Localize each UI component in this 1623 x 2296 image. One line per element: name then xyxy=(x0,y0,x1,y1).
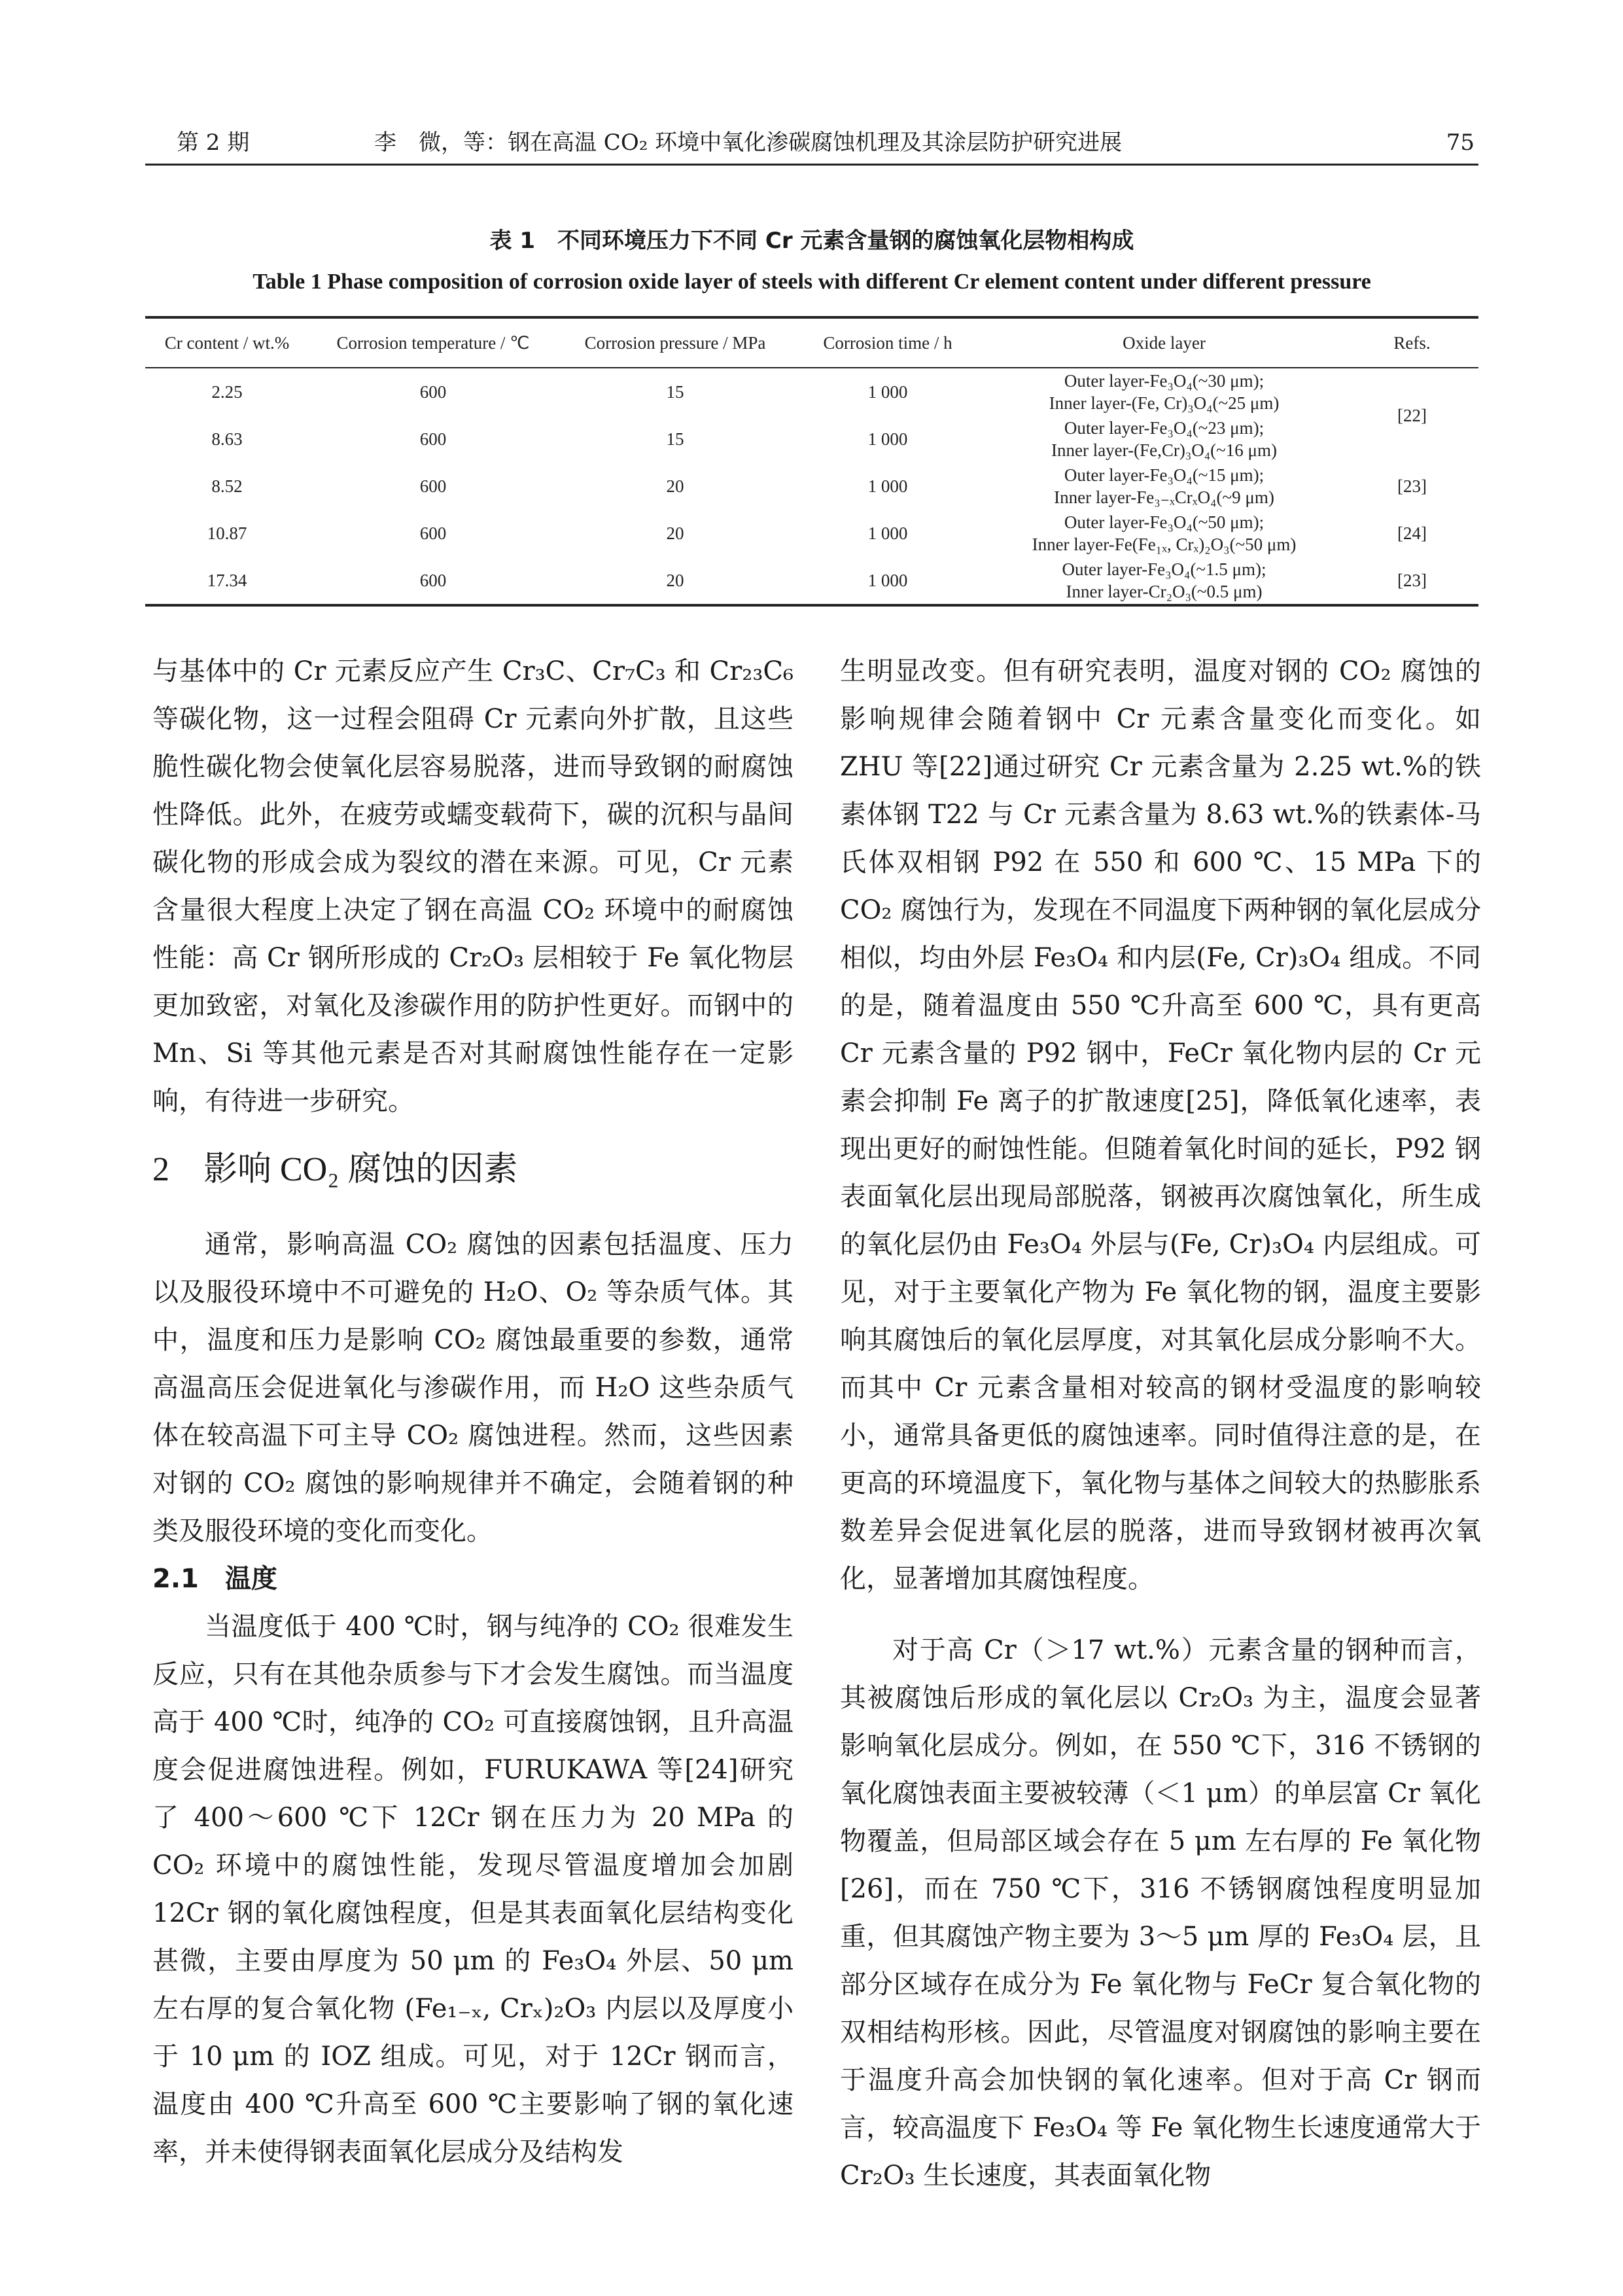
paragraph-gap xyxy=(840,1603,1481,1627)
table-caption-chinese: 表 1 不同环境压力下不同 Cr 元素含量钢的腐蚀氧化层物相构成 xyxy=(489,228,1134,254)
subsection-heading: 2.1 温度 xyxy=(152,1564,277,1594)
right-text-column xyxy=(840,648,1481,2200)
page-number: 75 xyxy=(1446,130,1475,156)
oxide-layer-cell xyxy=(983,368,1346,415)
time-cell: 1 000 xyxy=(867,523,908,543)
temperature-cell: 600 xyxy=(419,429,447,449)
column-header: Corrosion time / h xyxy=(793,317,983,368)
pressure-cell: 15 xyxy=(666,382,684,402)
time-cell: 1 000 xyxy=(793,557,983,605)
left-text-column xyxy=(152,648,794,2176)
body-paragraph: 当温度低于 400 ℃时，钢与纯净的 CO₂ 很难发生反应，只有在其他杂质参与下才会发生腐蚀。而当温度高于 400 ℃时，纯净的 CO₂ 可直接腐蚀钢，且升高温度会促进腐蚀进程。例如，FURUKAWA 等[24]研究了 400～600 ℃下 12Cr 钢在压力为 20 MPa 的 CO₂ 环境中的腐蚀性能，发现尽管温度增加会加剧 12Cr 钢的氧化腐蚀程度，但是其表面氧化层结构变化甚微，主要由厚度为 50 μm 的 Fe₃O₄ 外层、50 μm 左右厚的复合氧化物 (Fe₁₋ₓ, Crₓ)₂O₃ 内层以及厚度小于 10 μm 的 IOZ 组成。可见，对于 12Cr 钢而言，温度由 400 ℃升高至 600 ℃主要影响了钢的氧化速率，并未使得钢表面氧化层成分及结构发 xyxy=(152,1612,794,2167)
body-paragraph: 通常，影响高温 CO₂ 腐蚀的因素包括温度、压力以及服役环境中不可避免的 H₂O、O₂ 等杂质气体。其中，温度和压力是影响 CO₂ 腐蚀最重要的参数，通常高温高压会促进氧化与渗碳作用，而 H₂O 这些杂质气体在较高温下可主导 CO₂ 腐蚀进程。然而，这些因素对钢的 CO₂ 腐蚀的影响规律并不确定，会随着钢的种类及服役环境的变化而变化。 xyxy=(152,1229,794,1546)
body-paragraph: 对于高 Cr（＞17 wt.%）元素含量的钢种而言，其被腐蚀后形成的氧化层以 Cr₂O₃ 为主，温度会显著影响氧化层成分。例如，在 550 ℃下，316 不锈钢的氧化腐蚀表面主要被较薄（＜1 μm）的单层富 Cr 氧化物覆盖，但局部区域会存在 5 μm 左右厚的 Fe 氧化物[26]，而在 750 ℃下，316 不锈钢腐蚀程度明显加重，但其腐蚀产物主要为 3～5 μm 厚的 Fe₃O₄ 层，且部分区域存在成分为 Fe 氧化物与 FeCr 复合氧化物的双相结构形核。因此，尽管温度对钢腐蚀的影响主要在于温度升高会加快钢的氧化速率。但对于高 Cr 钢而言，较高温度下 Fe₃O₄ 等 Fe 氧化物生长速度通常大于 Cr₂O₃ 生长速度，其表面氧化物 xyxy=(840,1635,1481,2191)
outer-layer-text: Outer layer-Fe₃O₄(~30 μm); xyxy=(1064,371,1265,391)
reference-cell: [23] xyxy=(1397,476,1427,496)
inner-layer-text: Inner layer-Fe(Fe₁ₓ, Crₓ)₂O₃(~50 μm) xyxy=(1032,535,1297,554)
table-caption-english: Table 1 Phase composition of corrosion oxide layer of steels with different Cr element content under different pressure xyxy=(253,270,1371,294)
table-row xyxy=(145,368,1478,415)
time-cell: 1 000 xyxy=(867,476,908,496)
inner-layer-text: Inner layer-(Fe,Cr)₃O₄(~16 μm) xyxy=(1051,440,1277,460)
pressure-cell: 15 xyxy=(666,429,684,449)
pressure-cell: 20 xyxy=(666,476,684,496)
running-header xyxy=(145,128,1478,166)
cr-content-cell: 17.34 xyxy=(145,557,309,605)
cr-content-cell: 8.52 xyxy=(211,476,243,496)
cr-content-cell: 2.25 xyxy=(211,382,243,402)
table-row xyxy=(145,415,1478,463)
inner-layer-text: Inner layer-Fe₃₋ₓCrₓO₄(~9 μm) xyxy=(1054,487,1274,507)
phase-composition-table xyxy=(145,316,1478,607)
column-header: Oxide layer xyxy=(983,317,1346,368)
oxide-layer-cell xyxy=(983,415,1346,463)
outer-layer-text: Outer layer-Fe₃O₄(~1.5 μm); xyxy=(1062,559,1266,579)
temperature-cell: 600 xyxy=(419,523,447,543)
time-cell: 1 000 xyxy=(867,429,908,449)
section-heading: 2 影响 CO₂ 腐蚀的因素 xyxy=(152,1151,518,1188)
oxide-layer-cell xyxy=(983,510,1346,557)
running-title: 李 微，等：钢在高温 CO₂ 环境中氧化渗碳腐蚀机理及其涂层防护研究进展 xyxy=(374,130,1123,156)
outer-layer-text: Outer layer-Fe₃O₄(~15 μm); xyxy=(1064,465,1265,485)
reference-cell: [24] xyxy=(1397,523,1427,543)
reference-cell: [23] xyxy=(1346,557,1478,605)
column-header: Corrosion pressure / MPa xyxy=(557,317,793,368)
temperature-cell: 600 xyxy=(419,382,447,402)
temperature-cell: 600 xyxy=(419,476,447,496)
reference-cell: [22] xyxy=(1397,406,1427,425)
oxide-layer-cell xyxy=(983,463,1346,510)
column-header: Corrosion temperature / ℃ xyxy=(309,317,557,368)
table-row xyxy=(145,557,1478,605)
table-row xyxy=(145,510,1478,557)
body-paragraph: 生明显改变。但有研究表明，温度对钢的 CO₂ 腐蚀的影响规律会随着钢中 Cr 元素含量变化而变化。如 ZHU 等[22]通过研究 Cr 元素含量为 2.25 wt.%的铁素体钢 T22 与 Cr 元素含量为 8.63 wt.%的铁素体-马氏体双相钢 P92 在 550 和 600 ℃、15 MPa 下的 CO₂ 腐蚀行为，发现在不同温度下两种钢的氧化层成分相似，均由外层 Fe₃O₄ 和内层(Fe, Cr)₃O₄ 组成。不同的是，随着温度由 550 ℃升高至 600 ℃，具有更高 Cr 元素含量的 P92 钢中，FeCr 氧化物内层的 Cr 元素会抑制 Fe 离子的扩散速度[25]，降低氧化速率，表现出更好的耐蚀性能。但随着氧化时间的延长，P92 钢表面氧化层出现局部脱落，钢被再次腐蚀氧化，所生成的氧化层仍由 Fe₃O₄ 外层与(Fe, Cr)₃O₄ 内层组成。可见，对于主要氧化产物为 Fe 氧化物的钢，温度主要影响其腐蚀后的氧化层厚度，对其氧化层成分影响不大。而其中 Cr 元素含量相对较高的钢材受温度的影响较小，通常具备更低的腐蚀速率。同时值得注意的是，在更高的环境温度下，氧化物与基体之间较大的热膨胀系数差异会促进氧化层的脱落，进而导致钢材被再次氧化，显著增加其腐蚀程度。 xyxy=(840,656,1481,1594)
cr-content-cell: 8.63 xyxy=(211,429,243,449)
outer-layer-text: Outer layer-Fe₃O₄(~50 μm); xyxy=(1064,512,1265,532)
table-header-row xyxy=(145,317,1478,368)
oxide-layer-cell xyxy=(983,557,1346,605)
temperature-cell: 600 xyxy=(309,557,557,605)
time-cell: 1 000 xyxy=(867,382,908,402)
column-header: Refs. xyxy=(1346,317,1478,368)
pressure-cell: 20 xyxy=(557,557,793,605)
table-row xyxy=(145,463,1478,510)
inner-layer-text: Inner layer-(Fe, Cr)₃O₄(~25 μm) xyxy=(1049,393,1280,413)
issue-label: 第 2 期 xyxy=(177,130,250,156)
inner-layer-text: Inner layer-Cr₂O₃(~0.5 μm) xyxy=(1066,582,1263,601)
pressure-cell: 20 xyxy=(666,523,684,543)
body-paragraph: 与基体中的 Cr 元素反应产生 Cr₃C、Cr₇C₃ 和 Cr₂₃C₆ 等碳化物，这一过程会阻碍 Cr 元素向外扩散，且这些脆性碳化物会使氧化层容易脱落，进而导致钢的耐腐蚀性降低。此外，在疲劳或蠕变载荷下，碳的沉积与晶间碳化物的形成会成为裂纹的潜在来源。可见，Cr 元素含量很大程度上决定了钢在高温 CO₂ 环境中的耐腐蚀性能：高 Cr 钢所形成的 Cr₂O₃ 层相较于 Fe 氧化物层更加致密，对氧化及渗碳作用的防护性更好。而钢中的 Mn、Si 等其他元素是否对其耐腐蚀性能存在一定影响，有待进一步研究。 xyxy=(152,656,794,1116)
cr-content-cell: 10.87 xyxy=(207,523,247,543)
column-header: Cr content / wt.% xyxy=(145,317,309,368)
outer-layer-text: Outer layer-Fe₃O₄(~23 μm); xyxy=(1064,418,1265,438)
